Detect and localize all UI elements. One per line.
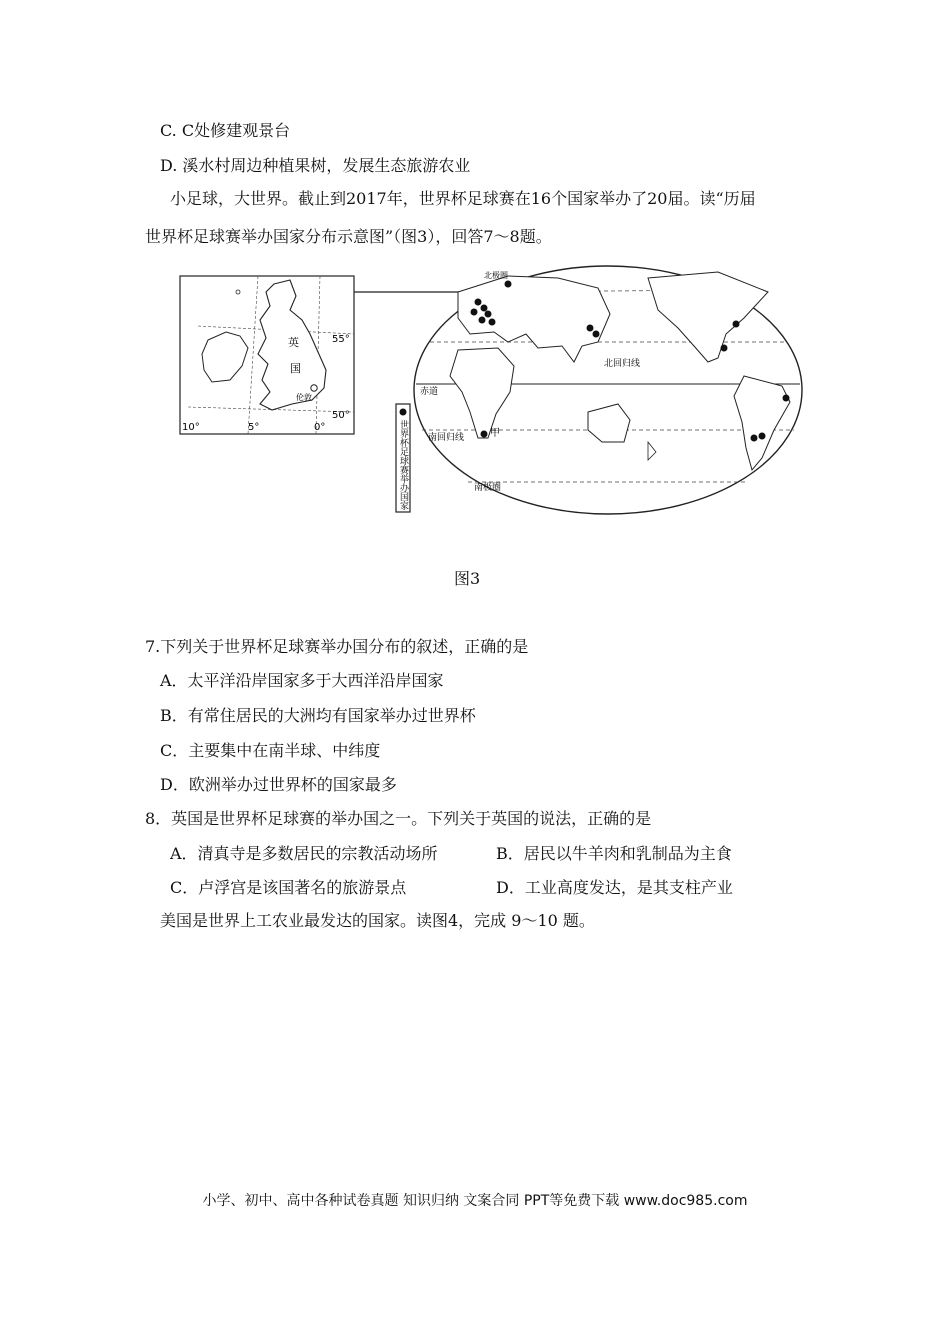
host-dot (475, 299, 482, 306)
lat-55-label: 55° (332, 334, 350, 345)
host-dot (587, 325, 594, 332)
host-dot (481, 431, 488, 438)
figure-caption: 图3 (454, 569, 481, 588)
host-dot (721, 345, 728, 352)
host-dot (593, 331, 600, 338)
intro-usa: 美国是世界上工农业最发达的国家。读图4，完成 9～10 题。 (160, 911, 595, 930)
lon-5-label: 5° (248, 422, 260, 433)
question-7: 7.下列关于世界杯足球赛举办国分布的叙述，正确的是 (145, 637, 529, 656)
host-dot (751, 435, 758, 442)
host-dot (759, 433, 766, 440)
tropic-cancer-label: 北回归线 (604, 359, 641, 369)
question-8: 8．英国是世界杯足球赛的举办国之一。下列关于英国的说法，正确的是 (145, 809, 652, 828)
q7-option-a: A．太平洋沿岸国家多于大西洋沿岸国家 (160, 671, 444, 690)
host-dot (481, 305, 488, 312)
q8-option-d: D．工业高度发达，是其支柱产业 (496, 878, 733, 897)
option-c-prev: C. C处修建观景台 (160, 121, 291, 140)
lon-10-label: 10° (182, 422, 200, 433)
london-label: 伦敦 (296, 393, 312, 402)
lat-50-label: 50° (332, 410, 350, 421)
q8-option-a: A．清真寺是多数居民的宗教活动场所 (170, 844, 438, 863)
q7-option-c: C．主要集中在南半球、中纬度 (160, 741, 381, 760)
host-dot (489, 319, 496, 326)
host-dot (505, 281, 512, 288)
uk-label-1: 英 (288, 336, 299, 349)
q7-option-b: B．有常住居民的大洲均有国家举办过世界杯 (160, 706, 476, 725)
intro-line-2: 世界杯足球赛举办国家分布示意图”（图3），回答7～8题。 (145, 227, 552, 246)
map-svg (178, 262, 818, 524)
jia-label: 甲 (490, 428, 500, 439)
host-dot (485, 311, 492, 318)
host-dot (471, 309, 478, 316)
legend-label: 世界杯足球赛举办国家 (398, 420, 408, 510)
tropic-capricorn-label: 南回归线 (428, 433, 465, 443)
lon-0-label: 0° (314, 422, 326, 433)
intro-line-1: 小足球，大世界。截止到2017年，世界杯足球赛在16个国家举办了20届。读“历届 (170, 189, 756, 208)
world-cup-map-figure (178, 262, 818, 524)
uk-label-2: 国 (290, 362, 301, 375)
antarctic-circle-label: 南极圈 (474, 483, 502, 493)
equator-label: 赤道 (420, 387, 439, 397)
host-dot (733, 321, 740, 328)
london-marker (311, 385, 317, 391)
host-dot (479, 317, 486, 324)
arctic-circle-label: 北极圈 (484, 271, 508, 280)
q7-option-d: D．欧洲举办过世界杯的国家最多 (160, 775, 397, 794)
footer-text: 小学、初中、高中各种试卷真题 知识归纳 文案合同 PPT等免费下载 www.doc985.com (202, 1193, 748, 1209)
legend-dot (400, 409, 407, 416)
q8-option-b: B．居民以牛羊肉和乳制品为主食 (496, 844, 732, 863)
q8-option-c: C．卢浮宫是该国著名的旅游景点 (170, 878, 407, 897)
option-d-prev: D. 溪水村周边种植果树，发展生态旅游农业 (160, 156, 471, 175)
host-dot (783, 395, 790, 402)
